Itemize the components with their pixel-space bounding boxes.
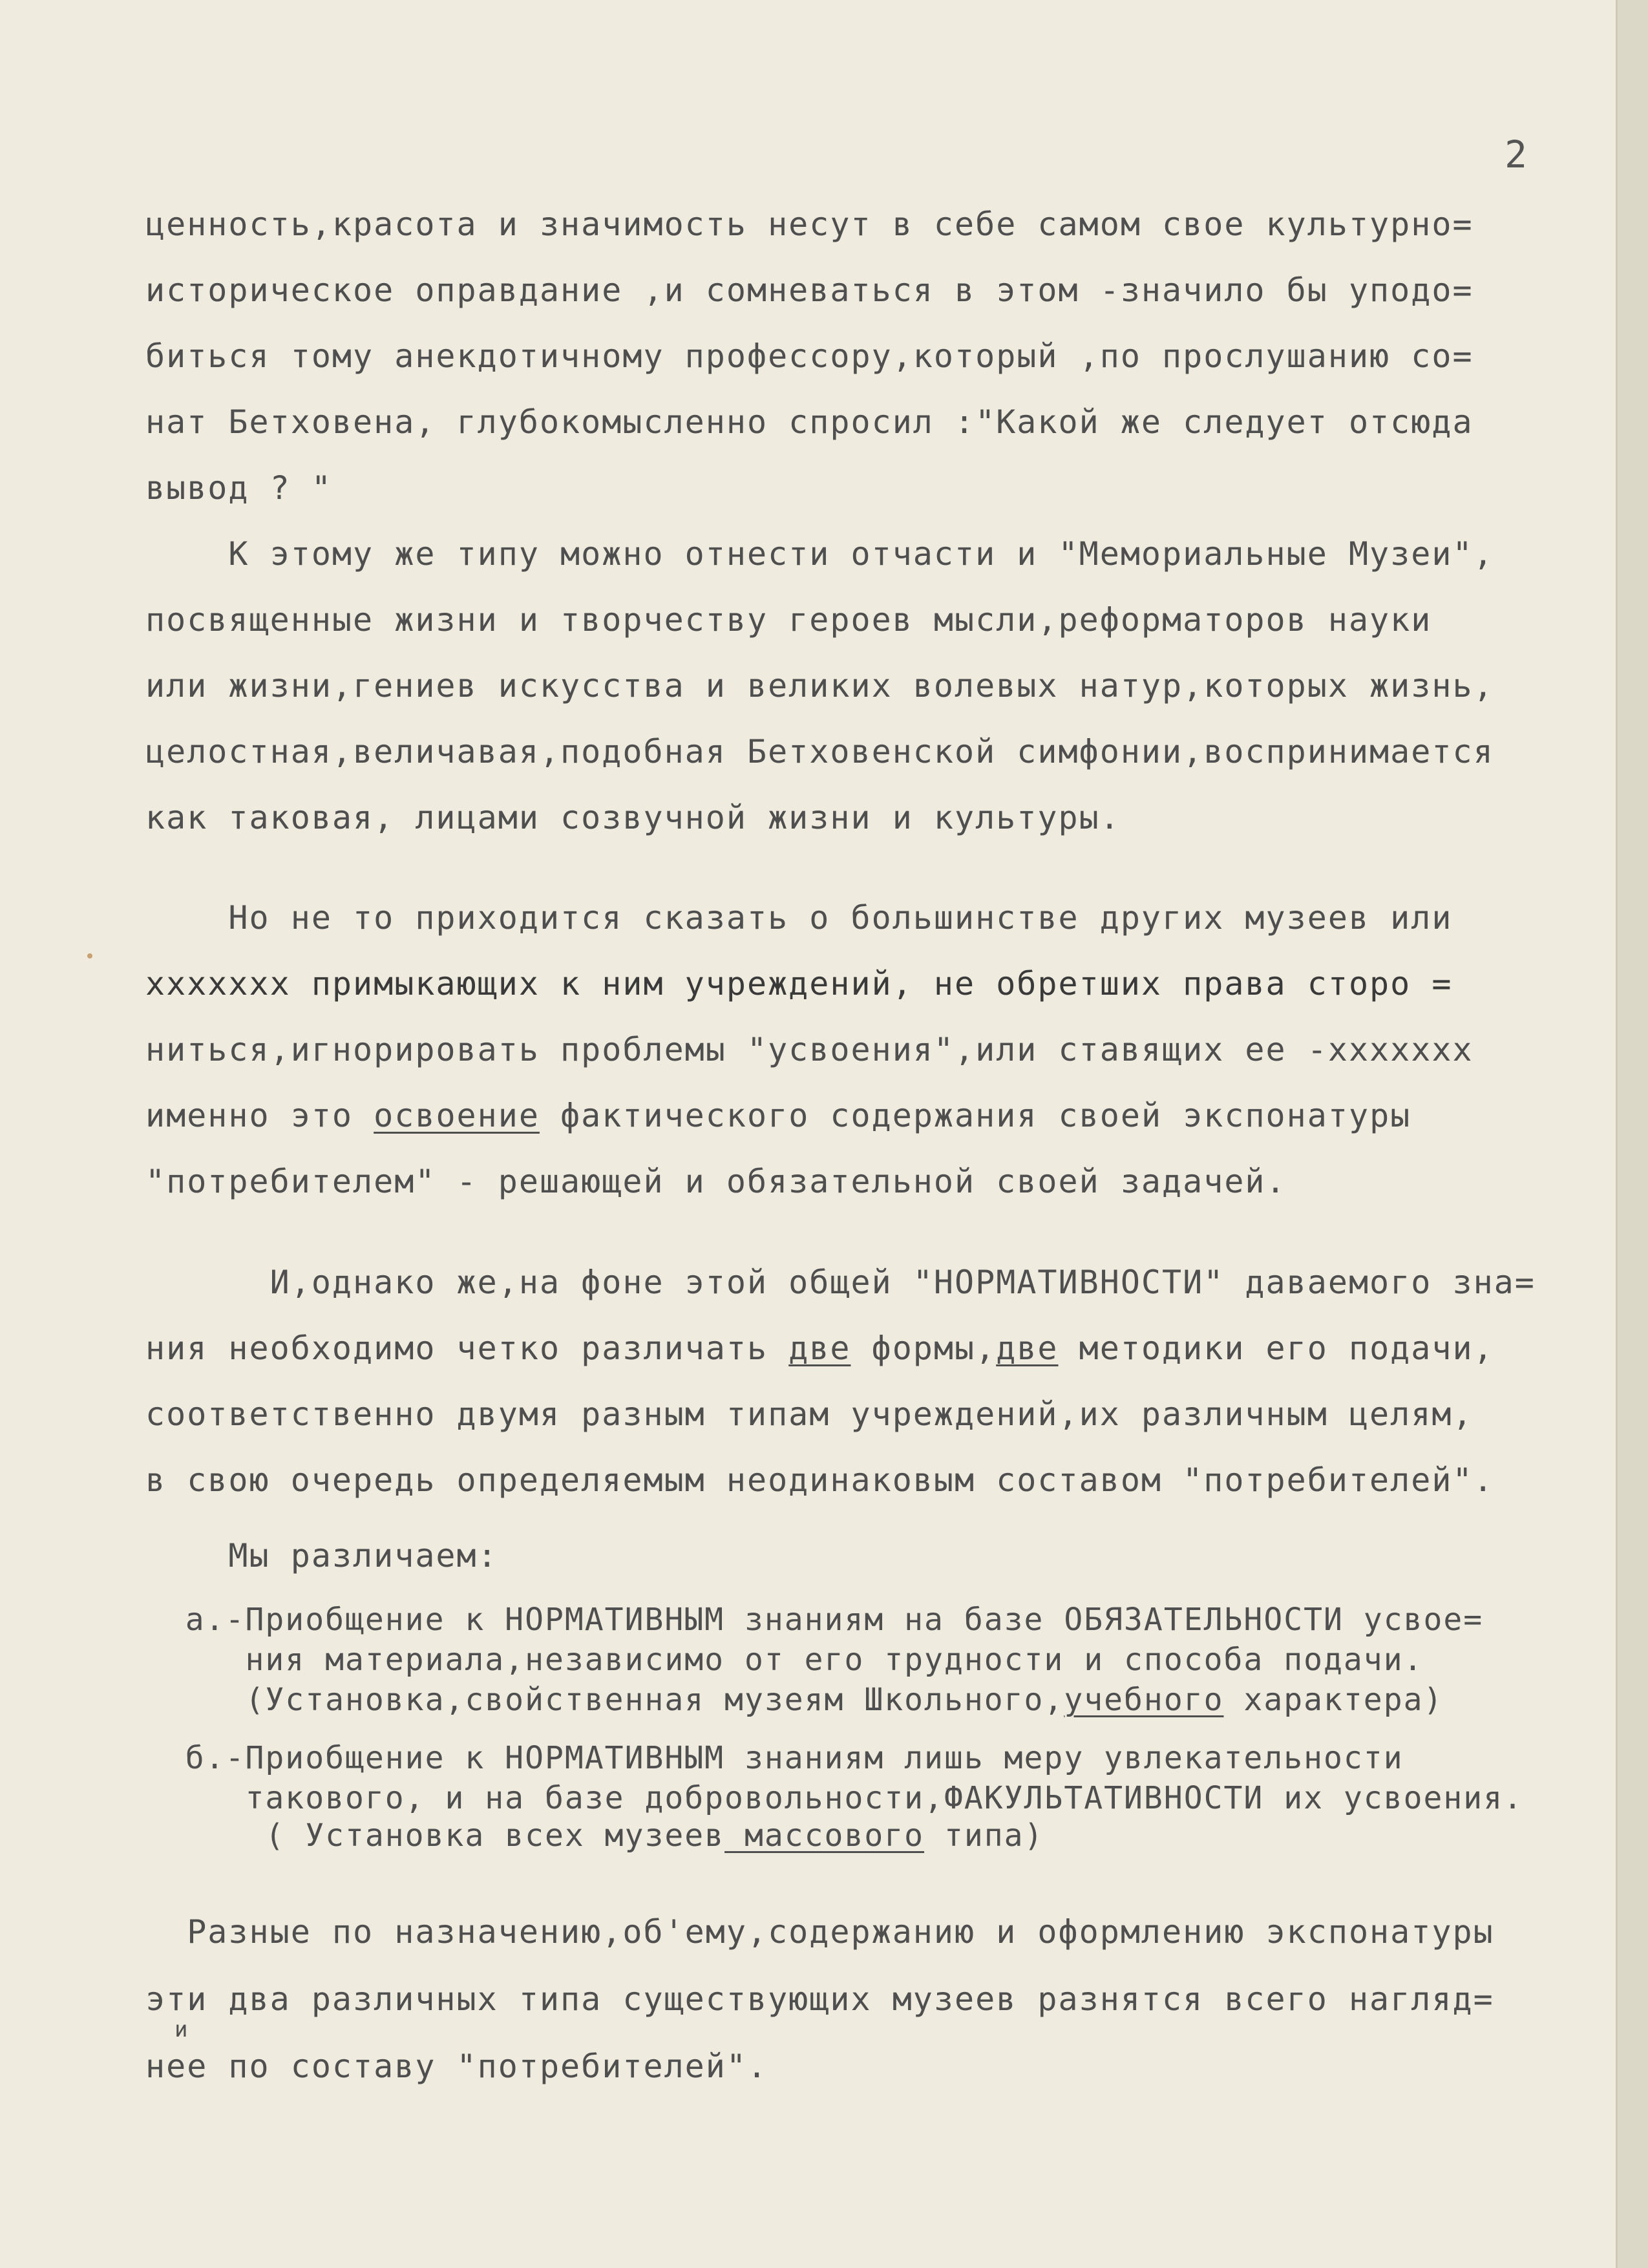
text-line: соответственно двумя разным типам учреждений,их различным целям,	[145, 1395, 1474, 1433]
text-line	[145, 1097, 1411, 1134]
text-line: "потребителем" - решающей и обязательной своей задачей.	[145, 1163, 1287, 1200]
text-fragment: ния необходимо четко различать	[145, 1330, 789, 1367]
ink-spot	[87, 953, 92, 959]
text-line: нат Бетховена, глубокомысленно спросил :"Какой же следует отсюда	[145, 403, 1474, 441]
text-line: Мы различаем:	[145, 1537, 498, 1574]
text-line	[145, 1330, 1494, 1367]
underlined-word: учебного	[1064, 1682, 1224, 1718]
text-fragment: фактического содержания своей экспонатуры	[539, 1097, 1411, 1134]
text-fragment: методики его подачи,	[1058, 1330, 1494, 1367]
text-line: эти два различных типа существующих музеев разнятся всего нагляд=	[145, 1980, 1494, 2018]
text-line: ценность,красота и значимость несут в себе самом свое культурно=	[145, 206, 1474, 243]
text-fragment: формы,	[850, 1330, 997, 1367]
text-fragment: типа)	[924, 1818, 1044, 1854]
text-line: в свою очередь определяемым неодинаковым составом "потребителей".	[145, 1461, 1494, 1499]
text-line: такового, и на базе добровольности,ФАКУЛЬТАТИВНОСТИ их усвоения.	[145, 1780, 1523, 1816]
text-fragment: ( Установка всех музеев	[145, 1818, 725, 1854]
text-line: или жизни,гениев искусства и великих волевых натур,которых жизнь,	[145, 667, 1494, 705]
text-fragment: характера)	[1223, 1682, 1444, 1718]
page-edge	[1618, 0, 1648, 2268]
text-line: ниться,игнорировать проблемы "усвоения",или ставящих ее -xxxxxxx	[145, 1031, 1474, 1068]
text-line: И,однако же,на фоне этой общей "НОРМАТИВНОСТИ" даваемого зна=	[145, 1264, 1536, 1301]
text-line: Разные по назначению,об'ему,содержанию и оформлению экспонатуры	[145, 1913, 1494, 1951]
text-line: нее по составу "потребителей".	[145, 2048, 768, 2085]
underlined-word: освоение	[374, 1097, 540, 1134]
underlined-word: две	[996, 1330, 1059, 1367]
text-line: ния материала,независимо от его трудности и способа подачи.	[145, 1642, 1424, 1678]
handwritten-insert: и	[174, 2017, 189, 2042]
text-line	[145, 1682, 1443, 1718]
page-number: 2	[1505, 132, 1528, 176]
text-line: xxxxxxx примыкающих к ним учреждений, не обретших права сторо =	[145, 965, 1453, 1002]
text-line: вывод ? "	[145, 469, 332, 507]
text-line: Но не то приходится сказать о большинстве других музеев или	[145, 899, 1453, 937]
text-line: историческое оправдание ,и сомневаться в этом -значило бы уподо=	[145, 271, 1474, 309]
underlined-word: массового	[724, 1818, 925, 1854]
text-fragment: (Установка,свойственная музеям Школьного,	[145, 1682, 1064, 1718]
text-line: целостная,величавая,подобная Бетховенской симфонии,воспринимается	[145, 733, 1494, 770]
text-line: биться тому анекдотичному профессору,который ,по прослушанию со=	[145, 337, 1474, 375]
text-line	[145, 1818, 1044, 1854]
list-item-b: б.-Приобщение к НОРМАТИВНЫМ знаниям лишь меру увлекательности	[145, 1740, 1404, 1776]
text-line: посвященные жизни и творчеству героев мысли,реформаторов науки	[145, 601, 1432, 639]
list-item-a: а.-Приобщение к НОРМАТИВНЫМ знаниям на базе ОБЯЗАТЕЛЬНОСТИ усвое=	[145, 1602, 1484, 1638]
underlined-word: две	[788, 1330, 851, 1367]
text-line: как таковая, лицами созвучной жизни и культуры.	[145, 799, 1121, 836]
text-fragment: именно это	[145, 1097, 374, 1134]
text-line: К этому же типу можно отнести отчасти и "Мемориальные Музеи",	[145, 535, 1494, 573]
